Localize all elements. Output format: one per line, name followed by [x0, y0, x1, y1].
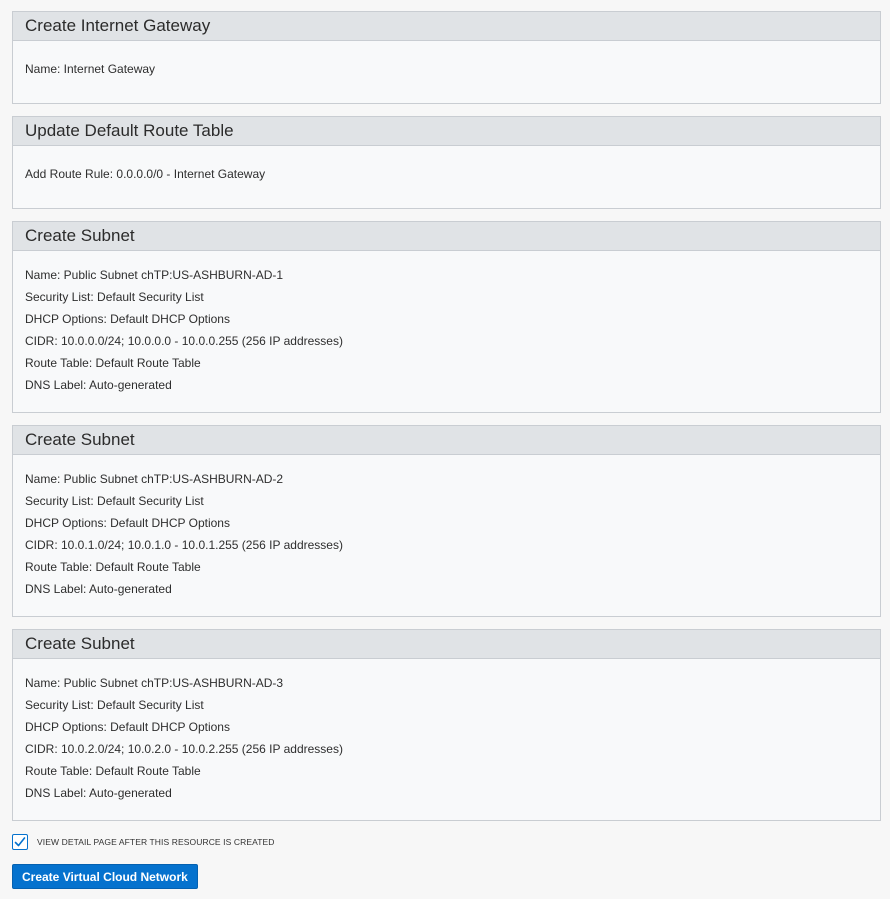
view-detail-option	[12, 834, 275, 850]
detail-line: DHCP Options: Default DHCP Options	[25, 516, 230, 530]
detail-line: Security List: Default Security List	[25, 494, 204, 508]
detail-line: DHCP Options: Default DHCP Options	[25, 312, 230, 326]
panel-body	[13, 146, 880, 208]
detail-line: DNS Label: Auto-generated	[25, 378, 172, 392]
detail-line: Name: Internet Gateway	[25, 62, 156, 76]
detail-line: Name: Public Subnet chTP:US-ASHBURN-AD-3	[25, 676, 284, 690]
detail-line: Route Table: Default Route Table	[25, 356, 201, 370]
detail-line: CIDR: 10.0.2.0/24; 10.0.2.0 - 10.0.2.255 (256 IP addresses)	[25, 742, 343, 756]
panel-title: Create Internet Gateway	[13, 12, 880, 41]
checkmark-icon	[14, 836, 26, 848]
panel-title: Create Subnet	[13, 426, 880, 455]
panel-body	[13, 659, 880, 820]
detail-line: Security List: Default Security List	[25, 698, 204, 712]
panel-create-subnet-3	[12, 629, 881, 821]
detail-line: Add Route Rule: 0.0.0.0/0 - Internet Gateway	[25, 167, 266, 181]
panel-title: Create Subnet	[13, 630, 880, 659]
detail-line: Name: Public Subnet chTP:US-ASHBURN-AD-2	[25, 472, 284, 486]
view-detail-checkbox[interactable]	[12, 834, 28, 850]
detail-line: Route Table: Default Route Table	[25, 764, 201, 778]
panel-body	[13, 41, 880, 103]
detail-line: CIDR: 10.0.1.0/24; 10.0.1.0 - 10.0.1.255 (256 IP addresses)	[25, 538, 343, 552]
panel-update-default-route-table	[12, 116, 881, 209]
view-detail-label[interactable]: VIEW DETAIL PAGE AFTER THIS RESOURCE IS CREATED	[37, 837, 275, 847]
detail-line: DNS Label: Auto-generated	[25, 786, 172, 800]
create-vcn-button[interactable]: Create Virtual Cloud Network	[12, 864, 198, 889]
detail-line: Security List: Default Security List	[25, 290, 204, 304]
detail-line: Name: Public Subnet chTP:US-ASHBURN-AD-1	[25, 268, 284, 282]
panel-body	[13, 455, 880, 616]
panel-create-internet-gateway	[12, 11, 881, 104]
detail-line: DNS Label: Auto-generated	[25, 582, 172, 596]
detail-line: Route Table: Default Route Table	[25, 560, 201, 574]
summary-panels	[12, 11, 881, 833]
detail-line: CIDR: 10.0.0.0/24; 10.0.0.0 - 10.0.0.255 (256 IP addresses)	[25, 334, 343, 348]
panel-title: Create Subnet	[13, 222, 880, 251]
panel-title: Update Default Route Table	[13, 117, 880, 146]
panel-body	[13, 251, 880, 412]
detail-line: DHCP Options: Default DHCP Options	[25, 720, 230, 734]
panel-create-subnet-2	[12, 425, 881, 617]
panel-create-subnet-1	[12, 221, 881, 413]
